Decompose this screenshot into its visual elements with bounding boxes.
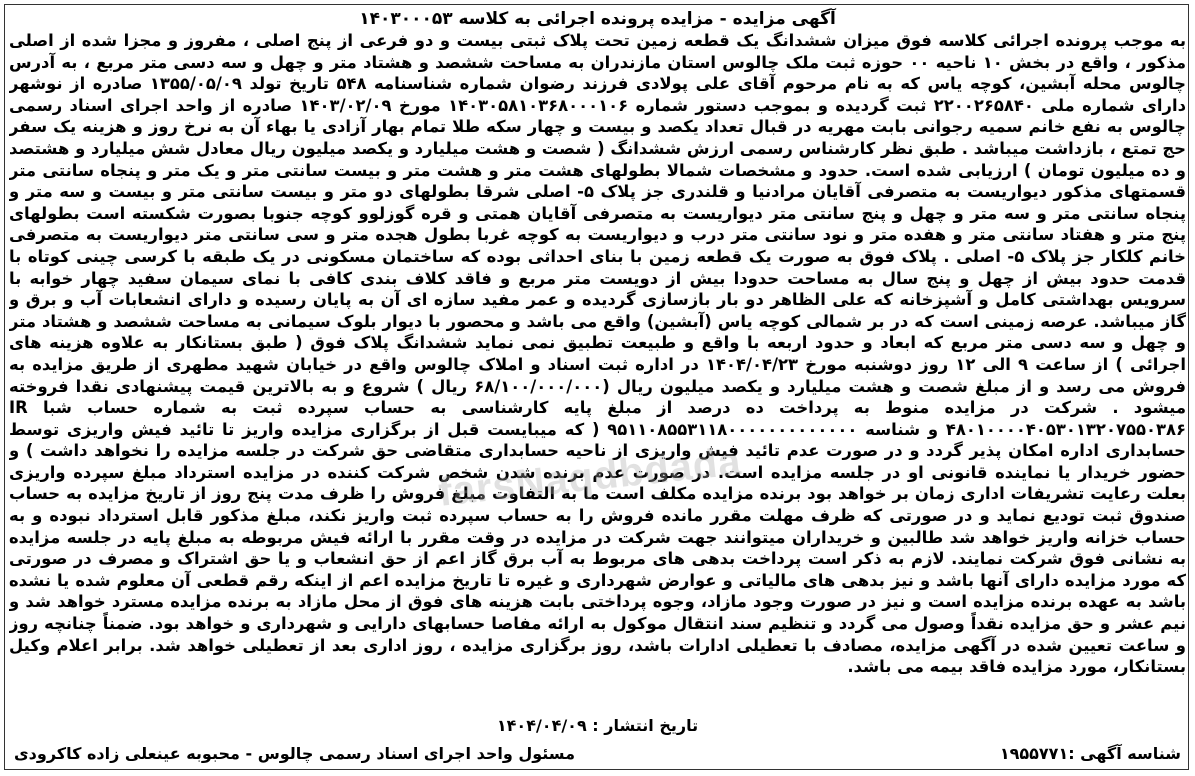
- notice-footer: [14, 744, 1181, 768]
- ad-id: شناسه آگهی :۱۹۵۵۷۷۱: [999, 744, 1181, 763]
- notice-title: آگهی مزایده - مزایده پرونده اجرائی به کلاسه ۱۴۰۳۰۰۰۵۳: [359, 9, 836, 29]
- publish-date: تاریخ انتشار : ۱۴۰۴/۰۴/۰۹: [496, 716, 699, 735]
- notice-body: به موجب پرونده اجرائی کلاسه فوق میزان ششدانگ یک قطعه زمین تحت پلاک ثبتی بیست و دو فرعی از پنج اصلی ، مفروز و مجزا شده از اصلی مذکور ، واقع در بخش ۱۰ ناحیه ۰۰ حوزه ثبت ملک چالوس استان مازندران به مساحت ششصد و هشتاد متر و چهل و سه دسی متر مربع ، به آدرس چالوس محله آبشین، کوچه یاس که به نام مرحوم آقای علی پولادی فرزند رضوان شماره شناسنامه ۵۴۸ تاریخ تولد ۱۳۵۵/۰۵/۰۹ صادره از نوشهر دارای شماره ملی ۲۲۰۰۲۶۵۸۴۰ ثبت گردیده و بموجب دستور شماره ۱۴۰۳۰۵۸۱۰۳۶۸۰۰۰۱۰۶ مورخ ۱۴۰۳/۰۲/۰۹ صادره از واحد اجرای اسناد رسمی چالوس به نفع خانم سمیه رجوانی بابت مهریه در قبال تعداد یکصد و بیست و چهار سکه طلا تمام بهار آزادی یا بهاء آن به نرخ روز و هزینه یک سفر حج تمتع ، بازداشت میباشد . طبق نظر کارشناس رسمی ارزش ششدانگ ( شصت و هشت میلیارد و یکصد میلیون ریال معادل شش میلیارد و هشتصد و ده میلیون تومان ) ارزیابی شده است. حدود و مشخصات شمالا بطولهای هشت متر و هشت متر و بیست سانتی متر و یک متر و پنجاه سانتی متر قسمتهای مذکور دیواریست به متصرفی آقایان مرادنیا و قلندری جز پلاک ۵- اصلی شرقا بطولهای دو متر و بیست سانتی متر و بیست و سه متر و پنجاه سانتی متر و سه متر و چهل و پنج سانتی متر دیواریست به متصرفی آقایان همتی و قره گوزلوو کوچه جنوبا بصورت شکسته است بطولهای پنج متر و هفتاد سانتی متر و هفده متر و نود سانتی متر درب و دیواریست به کوچه غربا بطول هجده متر و سی سانتی متر دیواریست به متصرفی خانم کلکار جز پلاک ۵- اصلی . پلاک فوق به صورت یک قطعه زمین با بنای احداثی بوده که ساختمان مسکونی در یک طبقه با کرسی چینی کوتاه با قدمت حدود بیش از چهل و پنج سال به مساحت حدودا بیش از دویست متر مربع و فاقد کلاف بندی کافی با نمای سیمان سفید چهار خوابه با سرویس بهداشتی کامل و آشپزخانه که علی الظاهر دو بار بازسازی گردیده و عمر مفید سازه ای آن به پایان رسیده و دارای انشعابات آب و برق و گاز میباشد. عرصه زمینی است که در بر شمالی کوچه یاس (آبشین) واقع می باشد و محصور با دیوار بلوک سیمانی به مساحت ششصد و هشتاد متر و چهل و سه دسی متر مربع که ابعاد و حدود اربعه با واقع و طبیعت تطبیق نمی نماید ششدانگ پلاک فوق ( طبق بستانکار به علاوه هزینه های اجرائی ) از ساعت ۹ الی ۱۲ روز دوشنبه مورخ ۱۴۰۴/۰۴/۲۳ در اداره ثبت اسناد و املاک چالوس واقع در خیابان شهید مطهری از طریق مزایده به فروش می رسد و از مبلغ شصت و هشت میلیارد و یکصد میلیون ریال (۶۸/۱۰۰/۰۰۰/۰۰۰ ریال ) شروع و به بالاترین قیمت پیشنهادی نقدا فروخته میشود . شرکت در مزایده منوط به پرداخت ده درصد از مبلغ پایه کارشناسی به حساب سپرده ثبت به شماره حساب شبا IR ۴۸۰۱۰۰۰۰۴۰۵۳۰۱۳۲۰۷۵۵۰۳۸۶ و شناسه ۹۵۱۱۰۸۵۵۳۱۱۸۰۰۰۰۰۰۰۰۰۰۰۰۰ ( که میبایست قبل از برگزاری مزایده واریز تا تائید فیش واریزی توسط حسابداری اداره امکان پذیر گردد و در صورت عدم تائید فیش واریزی از ناحیه حسابداری متقاضی حق شرکت در جلسه مزایده را نخواهد داشت ) و حضور خریدار یا نماینده قانونی او در جلسه مزایده است. در صورت عدم برنده شدن شخص شرکت کننده در مزایده استرداد مبلغ سپرده واریزی بعلت رعایت تشریفات اداری زمان بر خواهد بود برنده مزایده مکلف است ما به التفاوت مبلغ فروش را ظرف مدت پنج روز از تاریخ مزایده به حساب صندوق ثبت تودیع نماید و در صورتی که ظرف مهلت مقرر مانده فروش را به حساب سپرده ثبت واریز نکند، مبلغ مذکور قابل استرداد نبوده و به حساب خزانه واریز خواهد شد طالبین و خریداران میتوانند جهت شرکت در مزایده در وقت مقرر با ارائه فیش مربوطه به مبلغ پایه در جلسه مزایده به نشانی فوق شرکت نمایند. لازم به ذکر است پرداخت بدهی های مربوط به آب برق گاز اعم از حق انشعاب و یا حق اشتراک و مصرف در صورتی که مورد مزایده دارای آنها باشد و نیز بدهی های مالیاتی و عوارض شهرداری و غیره تا تاریخ مزایده اعم از اینکه رقم قطعی آن معلوم شده یا نشده باشد به عهده برنده مزایده است و نیز در صورت وجود مازاد، وجوه پرداختی بابت هزینه های فوق از محل مازاد به برنده مزایده مسترد خواهد شد و نیم عشر و حق مزایده نقداً وصول می گردد و تنظیم سند انتقال موکول به ارائه مفاصا حسابهای دارایی و شهرداری و خواهد بود. ضمناً چنانچه روز و ساعت تعیین شده در آگهی مزایده، مصادف با تعطیلی ادارات باشد، روز برگزاری مزایده ، روز اداری بعد از تعطیلی خواهد شد. برابر اعلام وکیل بستانکار، مورد مزایده فاقد بیمه می باشد.: [9, 31, 1186, 677]
- watermark: farsNaqdbdada: [436, 439, 744, 515]
- signer: مسئول واحد اجرای اسناد رسمی چالوس - محبوبه عینعلی زاده کاکرودی: [14, 744, 575, 763]
